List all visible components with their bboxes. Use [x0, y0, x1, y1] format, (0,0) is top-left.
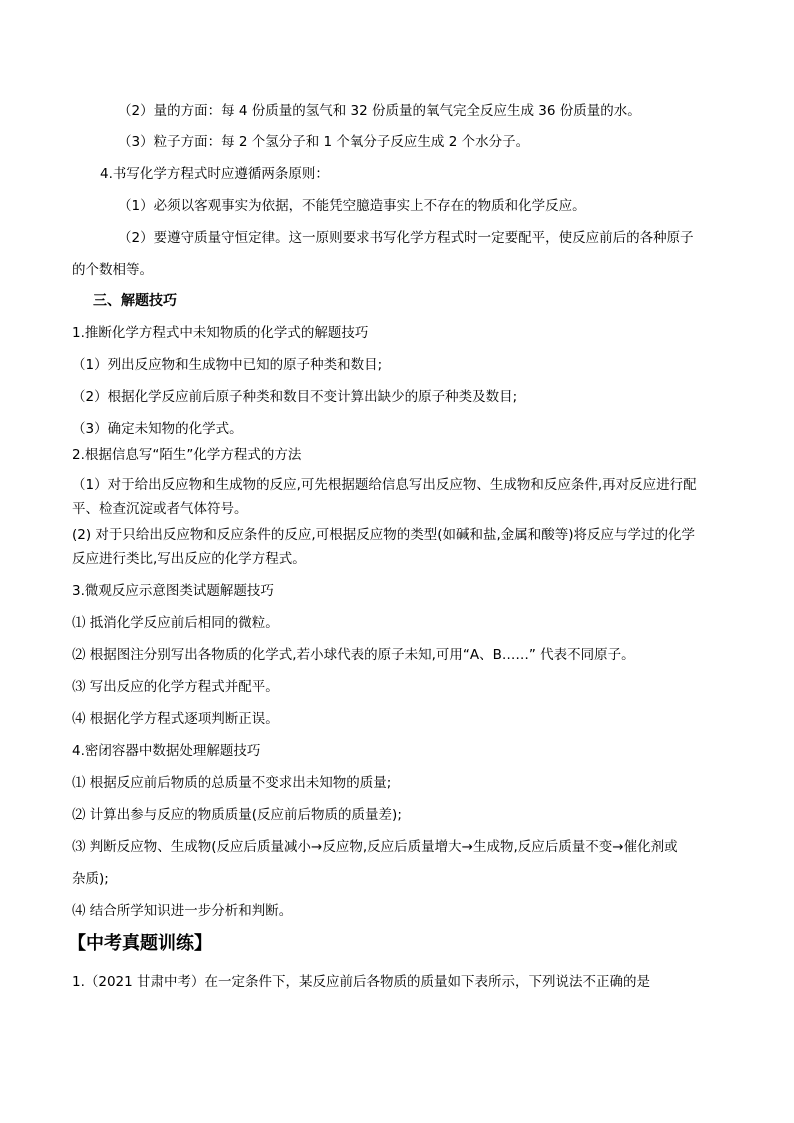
skill-3-item-2: ⑵ 根据图注分别写出各物质的化学式,若小球代表的原子未知,可用“A、B……” 代表不同原子。: [72, 647, 635, 663]
skill-2-title: 2.根据信息写“陌生”化学方程式的方法: [72, 447, 302, 463]
principle-1: （1）必须以客观事实为依据，不能凭空臆造事实上不存在的物质和化学反应。: [118, 198, 586, 214]
skill-4-title: 4.密闭容器中数据处理解题技巧: [72, 743, 261, 759]
heading-skills: 三、解题技巧: [93, 293, 177, 309]
skill-3-item-4: ⑷ 根据化学方程式逐项判断正误。: [72, 711, 279, 727]
skill-3-title: 3.微观反应示意图类试题解题技巧: [72, 583, 274, 599]
skill-4-item-4: ⑷ 结合所学知识进一步分析和判断。: [72, 903, 293, 919]
skill-1-item-3: （3）确定未知物的化学式。: [72, 421, 243, 437]
heading-exam-training: 【中考真题训练】: [68, 933, 212, 954]
skill-4-item-3-line-2: 杂质);: [72, 871, 109, 887]
skill-3-item-1: ⑴ 抵消化学反应前后相同的微粒。: [72, 615, 279, 631]
question-1: 1.（2021 甘肃中考）在一定条件下，某反应前后各物质的质量如下表所示，下列说法不正确的是: [72, 974, 651, 990]
skill-2-item-1-line-1: （1）对于给出反应物和生成物的反应,可先根据题给信息写出反应物、生成物和反应条件,再对反应进行配: [72, 477, 697, 493]
principles-title: 4.书写化学方程式时应遵循两条原则：: [100, 166, 329, 182]
skill-4-item-3-line-1: ⑶ 判断反应物、生成物(反应后质量减小→反应物,反应后质量增大→生成物,反应后质量不变→催化剂或: [72, 839, 678, 855]
skill-4-item-1: ⑴ 根据反应前后物质的总质量不变求出未知物的质量;: [72, 775, 392, 791]
skill-1-item-2: （2）根据化学反应前后原子种类和数目不变计算出缺少的原子种类及数目;: [72, 389, 518, 405]
paragraph-particle: （3）粒子方面：每 2 个氢分子和 1 个氧分子反应生成 2 个水分子。: [118, 134, 530, 150]
principle-2-line-1: （2）要遵守质量守恒定律。这一原则要求书写化学方程式时一定要配平，使反应前后的各种原子: [118, 230, 694, 246]
paragraph-quantity: （2）量的方面：每 4 份质量的氢气和 32 份质量的氧气完全反应生成 36 份质量的水。: [118, 103, 641, 119]
skill-1-title: 1.推断化学方程式中未知物质的化学式的解题技巧: [72, 325, 369, 341]
skill-1-item-1: （1）列出反应物和生成物中已知的原子种类和数目;: [72, 357, 383, 373]
skill-4-item-2: ⑵ 计算出参与反应的物质质量(反应前后物质的质量差);: [72, 807, 402, 823]
skill-2-item-2-line-1: (2) 对于只给出反应物和反应条件的反应,可根据反应物的类型(如碱和盐,金属和酸等)将反应与学过的化学: [72, 527, 696, 543]
principle-2-line-2: 的个数相等。: [72, 262, 153, 278]
skill-3-item-3: ⑶ 写出反应的化学方程式并配平。: [72, 679, 279, 695]
skill-2-item-2-line-2: 反应进行类比,写出反应的化学方程式。: [72, 551, 306, 567]
skill-2-item-1-line-2: 平、检查沉淀或者气体符号。: [72, 501, 248, 517]
